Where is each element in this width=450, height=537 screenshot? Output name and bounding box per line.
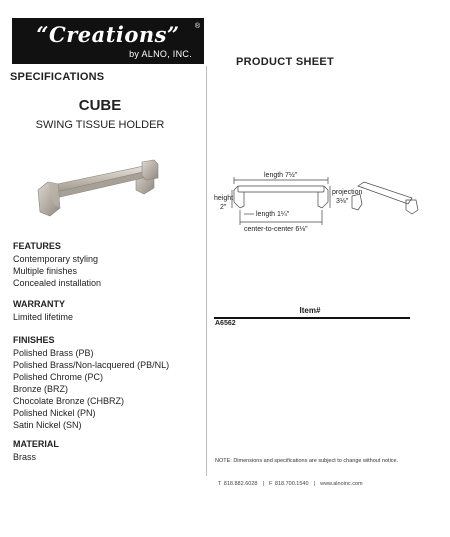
separator: | xyxy=(313,481,316,487)
center-to-center-label: center-to-center 6⅛" xyxy=(244,226,308,233)
feature-item: Contemporary styling xyxy=(13,254,99,264)
material-section xyxy=(13,438,59,463)
product-type: SWING TISSUE HOLDER xyxy=(35,119,165,131)
item-header-rule xyxy=(214,317,410,319)
finishes-heading: FINISHES xyxy=(13,335,55,345)
fax-number: F 818.700.1540 xyxy=(269,481,309,487)
website-link[interactable]: www.alnoinc.com xyxy=(320,481,363,487)
contact-line xyxy=(218,481,363,487)
finish-item: Polished Nickel (PN) xyxy=(13,408,96,418)
warranty-item: Limited lifetime xyxy=(13,312,74,322)
projection-label: projection xyxy=(332,189,363,196)
finish-item: Polished Chrome (PC) xyxy=(13,372,104,382)
brand-logo xyxy=(12,18,204,64)
column-divider xyxy=(206,66,207,476)
brand-name: “Creations” xyxy=(36,22,180,47)
brand-byline: by ALNO, INC. xyxy=(129,49,192,59)
inner-length-label: length 1¼" xyxy=(256,211,290,218)
warranty-heading: WARRANTY xyxy=(13,299,65,309)
projection-value: 3⅛" xyxy=(336,198,349,205)
material-heading: MATERIAL xyxy=(13,439,59,449)
features-heading: FEATURES xyxy=(13,241,61,251)
product-image xyxy=(34,152,164,222)
sheet-title: PRODUCT SHEET xyxy=(236,56,335,68)
finish-item: Polished Brass (PB) xyxy=(13,348,94,358)
dimension-diagram xyxy=(212,170,424,240)
warranty-section xyxy=(13,298,73,323)
length-label: length 7½" xyxy=(264,172,298,179)
finishes-section xyxy=(13,334,169,431)
material-item: Brass xyxy=(13,452,37,462)
finish-item: Chocolate Bronze (CHBRZ) xyxy=(13,396,125,406)
finish-item: Bronze (BRZ) xyxy=(13,384,69,394)
finish-item: Polished Brass/Non-lacquered (PB/NL) xyxy=(13,360,170,370)
specifications-heading: SPECIFICATIONS xyxy=(10,71,105,83)
separator: | xyxy=(262,481,264,487)
item-code: A6562 xyxy=(215,320,236,327)
height-value: 2" xyxy=(220,204,227,211)
height-label: height xyxy=(214,195,234,202)
feature-item: Concealed installation xyxy=(13,278,102,288)
features-section xyxy=(13,240,101,289)
disclaimer-note: NOTE: Dimensions and specifications are subject to change without notice. xyxy=(215,458,399,464)
item-column-header: Item# xyxy=(299,306,321,315)
feature-item: Multiple finishes xyxy=(13,266,78,276)
registered-mark: ® xyxy=(194,23,200,30)
finish-item: Satin Nickel (SN) xyxy=(13,420,82,430)
phone-number: T 818.882.6028 xyxy=(218,481,258,487)
product-name: CUBE xyxy=(78,97,122,114)
